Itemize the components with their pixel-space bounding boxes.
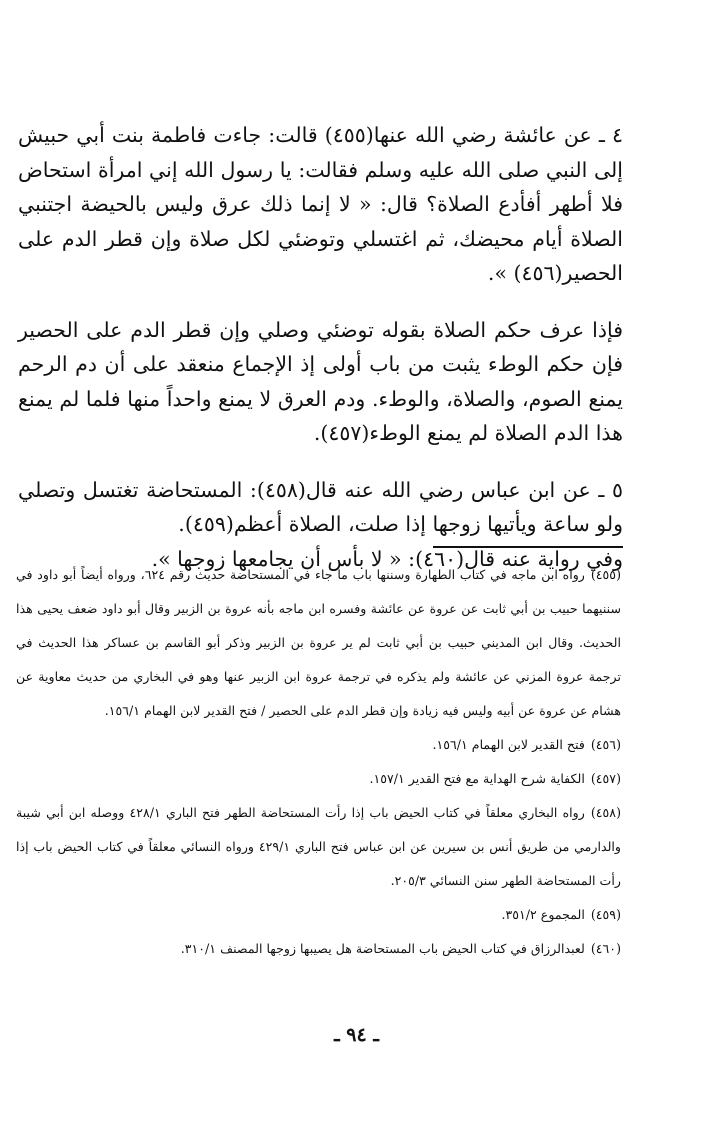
footnotes <box>16 558 621 966</box>
footnote-460 <box>16 932 621 966</box>
footnote-456 <box>16 728 621 762</box>
footnote-number: (٤٥٩) <box>590 907 621 922</box>
footnote-number: (٤٥٥) <box>590 567 621 582</box>
page-number: ـ ٩٤ ـ <box>334 1024 379 1046</box>
footnote-text: لعبدالرزاق في كتاب الحيض باب المستحاضة هل يصيبها زوجها المصنف ٣١٠/١. <box>180 941 585 956</box>
paragraph-hadith-4: ٤ ـ عن عائشة رضي الله عنها(٤٥٥) قالت: جاءت فاطمة بنت أبي حبيش إلى النبي صلى الله عليه وسلم فقالت: يا رسول الله إني امرأة استحاض فلا أطهر أفأدع الصلاة؟ قال: « لا إنما ذلك عرق وليس بالحيضة اجتنبي الصلاة أيام محيضك، ثم اغتسلي وتوضئي لكل صلاة وإن قطر الدم على الحصير(٤٥٦) ». <box>18 123 623 285</box>
footnote-text: فتح القدير لابن الهمام ١٥٦/١. <box>432 737 585 752</box>
footnote-number: (٤٥٦) <box>590 737 621 752</box>
footnote-text: الكفاية شرح الهداية مع فتح القدير ١٥٧/١. <box>369 771 585 786</box>
paragraph-commentary: فإذا عرف حكم الصلاة بقوله توضئي وصلي وإن قطر الدم على الحصير فإن حكم الوطء يثبت من باب أولى إذ الإجماع منعقد على أن دم الرحم يمنع الصوم، والصلاة، والوطء. ودم العرق لا يمنع واحداً منها فلما لم يمنع هذا الدم الصلاة لم يمنع الوطء(٤٥٧). <box>18 317 623 445</box>
footnote-number: (٤٥٧) <box>590 771 621 786</box>
footnote-458 <box>16 796 621 898</box>
footnote-text: رواه ابن ماجه في كتاب الطهارة وسننها باب ما جاء في المستحاضة حديث رقم ٦٢٤، ورواه أيضاً أبو داود في سننيهما حبيب بن أبي ثابت عن عروة عن عائشة وفسره ابن ماجه بأنه عروة بن الزبير وقال أبو داود ضعف يحيى هذا الحديث. وقال ابن المديني حبيب بن أبي ثابت لم ير عروة بن الزبير وذكر أبو القاسم بن عساكر هذا الحديث في ترجمة عروة المزني عن عائشة ولم يذكره في ترجمة عروة ابن الزبير عنها وهو في البخاري من حديث معاوية عن هشام عن عروة عن أبيه وليس فيه زيادة وإن قطر الدم على الحصير / فتح القدير لابن الهمام ١٥٦/١. <box>16 567 621 718</box>
footnote-number: (٤٥٨) <box>590 805 621 820</box>
footnote-divider <box>433 546 623 548</box>
paragraph-hadith-5: ٥ ـ عن ابن عباس رضي الله عنه قال(٤٥٨): المستحاضة تغتسل وتصلي ولو ساعة ويأتيها زوجها إذا صلت، الصلاة أعظم(٤٥٩). <box>18 477 623 536</box>
footnote-text: المجموع ٣٥١/٢. <box>501 907 585 922</box>
main-text <box>18 118 623 576</box>
footnote-number: (٤٦٠) <box>590 941 621 956</box>
footnote-457 <box>16 762 621 796</box>
footnote-455 <box>16 558 621 728</box>
footnote-text: رواه البخاري معلقاً في كتاب الحيض باب إذا رأت المستحاضة الطهر فتح الباري ٤٢٨/١ ووصله ابن أبي شيبة والدارمي من طريق أنس بن سيرين عن ابن عباس فتح الباري ٤٢٩/١ ورواه النسائي معلقاً في كتاب الحيض باب إذا رأت المستحاضة الطهر سنن النسائي ٢٠٥/٣. <box>16 805 621 888</box>
footnote-459 <box>16 898 621 932</box>
paragraph-riwaya: وفي رواية عنه قال(٤٦٠): « لا بأس أن يجامعها زوجها ». <box>151 546 623 571</box>
